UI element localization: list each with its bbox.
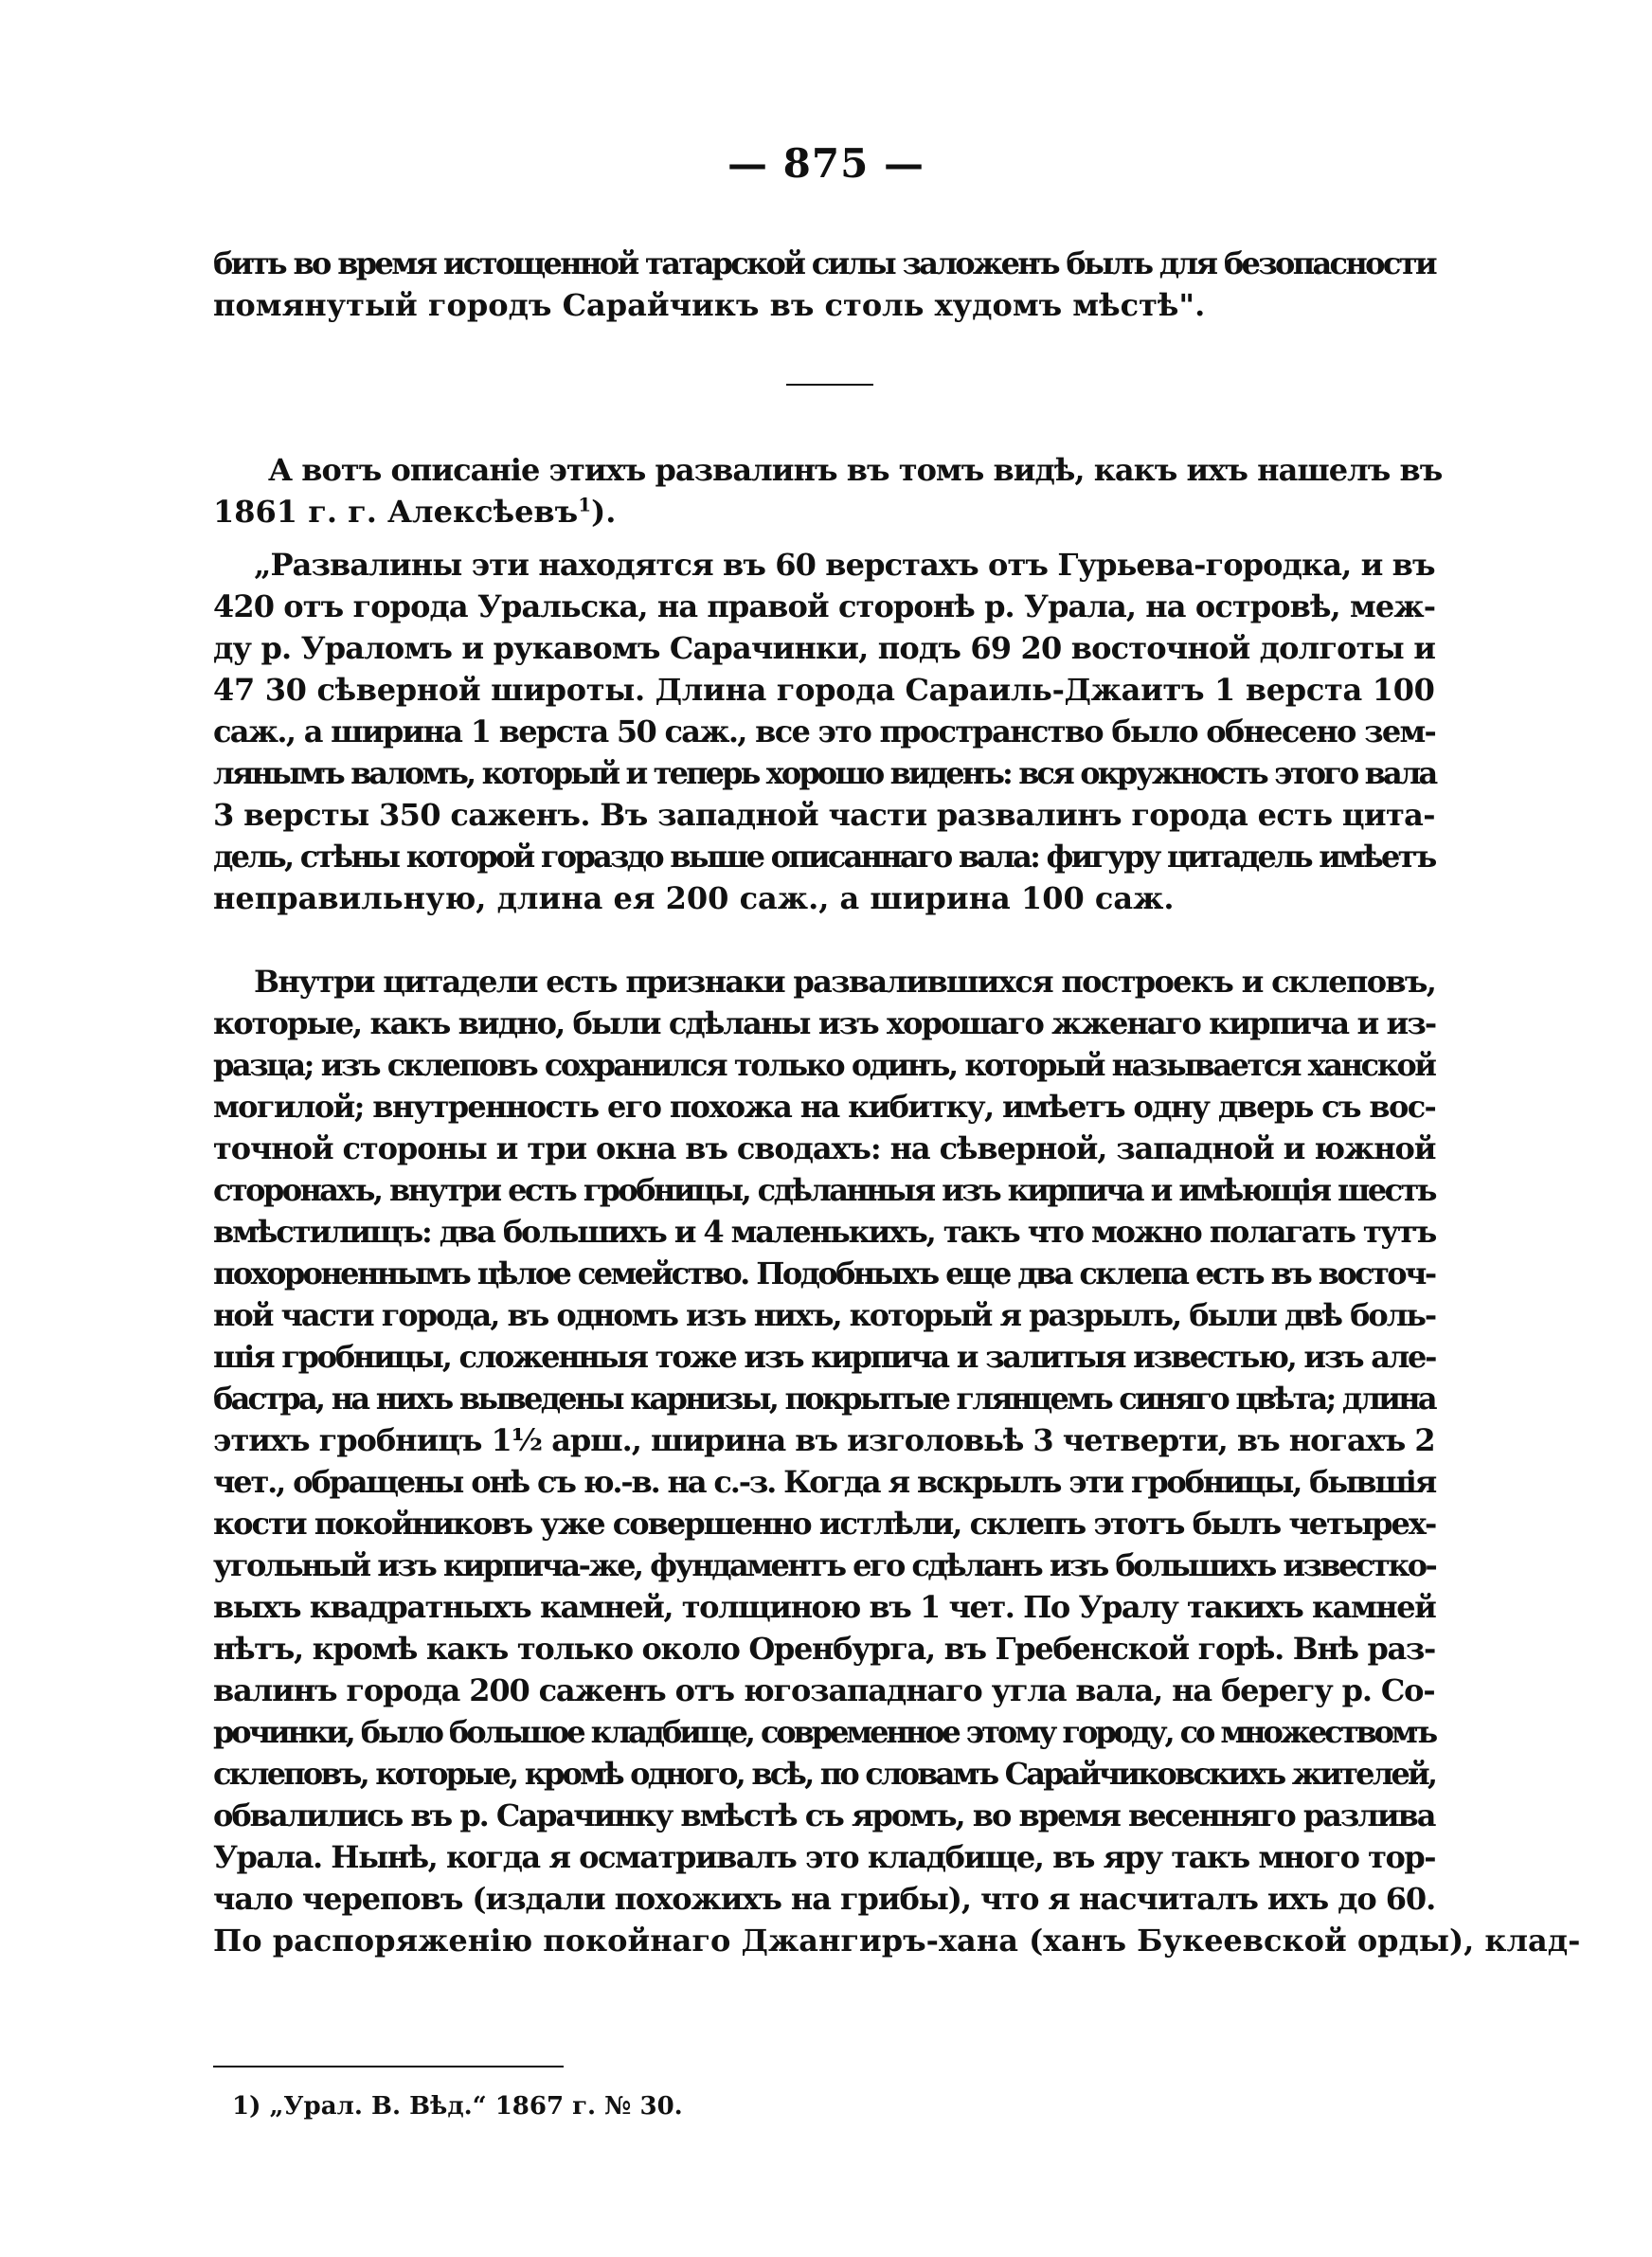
text-line-content: 1861 г. г. Алексѣевъ [213,494,579,530]
text-line: обвалились въ р. Сарачинку вмѣстѣ съ яромъ, во время весенняго разлива [213,1797,1435,1833]
section-divider [786,384,873,386]
text-line: Внутри цитадели есть признаки развалившихся построекъ и склеповъ, [254,964,1436,1000]
text-line: нѣтъ, кромѣ какъ только около Оренбурга, въ Гребенской горѣ. Внѣ раз- [213,1631,1435,1667]
text-line: похороненнымъ цѣлое семейство. Подобныхъ еще два склепа есть въ восточ- [213,1255,1435,1291]
text-line: разца; изъ склеповъ сохранился только одинъ, который называется ханской [213,1047,1435,1083]
text-line: рочинки, было большое кладбище, современное этому городу, со множествомъ [213,1714,1436,1750]
text-line: этихъ гробницъ 1½ арш., ширина въ изголовьѣ 3 четверти, въ ногахъ 2 [213,1422,1435,1458]
text-line [268,452,1443,488]
text-line: сторонахъ, внутри есть гробницы, сдѣланныя изъ кирпича и имѣющія шесть [213,1172,1435,1208]
text-line: кости покойниковъ уже совершенно истлѣли, склепъ этотъ былъ четырех- [213,1506,1436,1542]
text-line: бить во время истощенной татарской силы заложенъ былъ для безопасности [213,245,1435,281]
text-line: лянымъ валомъ, который и теперь хорошо виденъ: вся окружность этого вала [213,755,1436,791]
footnote-marker: 1) [232,2092,261,2121]
text-line: которые, какъ видно, были сдѣланы изъ хорошаго жженаго кирпича и из- [213,1005,1436,1041]
text-line: шія гробницы, сложенныя тоже изъ кирпича и залитыя известью, изъ але- [213,1339,1436,1375]
text-line: саж., а ширина 1 верста 50 саж., все это пространство было обнесено зем- [213,713,1436,749]
text-line: выхъ квадратныхъ камней, толщиною въ 1 чет. По Уралу такихъ камней [213,1589,1436,1625]
text-line: угольный изъ кирпича-же, фундаментъ его сдѣланъ изъ большихъ известко- [213,1547,1436,1583]
text-line: валинъ города 200 саженъ отъ югозападнаго угла вала, на берегу р. Со- [213,1672,1435,1708]
text-line: помянутый городъ Сарайчикъ въ столь худомъ мѣстѣ". [213,287,1206,323]
text-line: бастра, на нихъ выведены карнизы, покрытые глянцемъ синяго цвѣта; длина [213,1381,1435,1417]
text-line: ду р. Ураломъ и рукавомъ Сарачинки, подъ 69 20 восточной долготы и [213,630,1436,666]
text-line: 3 версты 350 саженъ. Въ западной части развалинъ города есть цита- [213,797,1435,833]
text-line: точной стороны и три окна въ сводахъ: на сѣверной, западной и южной [213,1130,1436,1166]
text-line: склеповъ, которые, кромѣ одного, всѣ, по словамъ Сарайчиковскихъ жителей, [213,1756,1436,1792]
text-line: могилой; внутренность его похожа на кибитку, имѣетъ одну дверь съ вос- [213,1089,1436,1125]
footnote-marker: 1 [578,493,592,516]
text-line: ной части города, въ одномъ изъ нихъ, который я разрылъ, были двѣ боль- [213,1297,1436,1333]
text-line: 47 30 сѣверной широты. Длина города Сараиль-Джаитъ 1 верста 100 [213,672,1435,708]
text-line-content: А вотъ описаніе этихъ развалинъ въ томъ видѣ, какъ ихъ нашелъ въ [268,452,1443,488]
footnote-text: „Урал. В. Вѣд.“ 1867 г. № 30. [269,2092,683,2121]
text-line: дель, стѣны которой гораздо выше описаннаго вала: фигуру цитадель имѣетъ [213,839,1435,875]
text-line: По распоряженію покойнаго Джангиръ-хана (ханъ Букеевской орды), клад- [213,1923,1581,1959]
text-line: 420 отъ города Уральска, на правой сторонѣ р. Урала, на островѣ, меж- [213,588,1436,624]
text-line: неправильную, длина ея 200 саж., а ширина 100 саж. [213,880,1175,916]
text-line: чет., обращены онѣ съ ю.-в. на с.-з. Когда я вскрылъ эти гробницы, бывшія [213,1464,1436,1500]
footnote [232,2092,683,2121]
footnote-divider [213,2066,564,2067]
text-line: вмѣстилищъ: два большихъ и 4 маленькихъ, такъ что можно полагать тутъ [213,1214,1436,1250]
text-line: чало череповъ (издали похожихъ на грибы), что я насчиталъ ихъ до 60. [213,1881,1436,1917]
text-line [213,493,617,530]
text-line-content: ). [591,494,617,530]
page-number: — 875 — [727,140,925,187]
text-line: „Развалины эти находятся въ 60 верстахъ отъ Гурьева-городка, и въ [254,547,1435,583]
text-line: Урала. Нынѣ, когда я осматривалъ это кладбище, въ яру такъ много тор- [213,1839,1436,1875]
